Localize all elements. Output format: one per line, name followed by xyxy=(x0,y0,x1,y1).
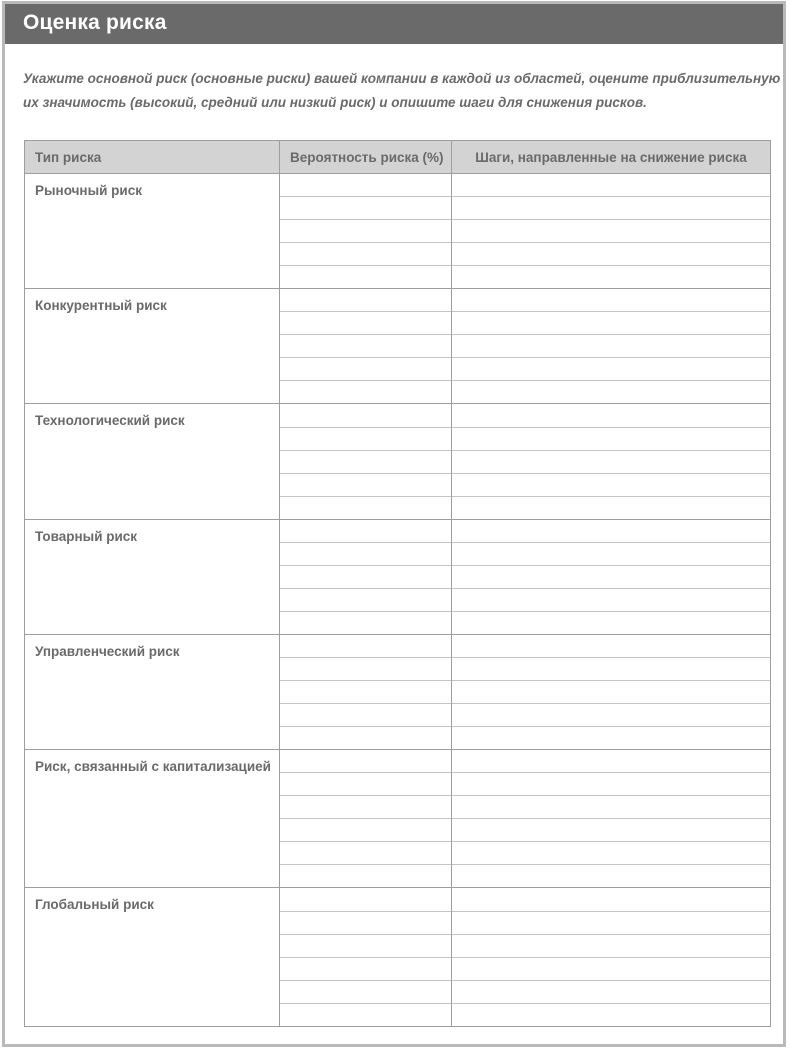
mitigation-steps-entry-line[interactable] xyxy=(452,519,771,542)
probability-entry-line[interactable] xyxy=(280,611,452,634)
probability-entry-line[interactable] xyxy=(280,934,452,957)
mitigation-steps-entry-line[interactable] xyxy=(452,565,771,588)
probability-entry-line[interactable] xyxy=(280,312,452,335)
mitigation-steps-entry-line[interactable] xyxy=(452,588,771,611)
risk-type-label: Глобальный риск xyxy=(25,888,280,1027)
risk-type-label: Конкурентный риск xyxy=(25,289,280,404)
mitigation-steps-entry-line[interactable] xyxy=(452,404,771,427)
table-row xyxy=(25,289,771,312)
mitigation-steps-entry-line[interactable] xyxy=(452,842,771,865)
probability-entry-line[interactable] xyxy=(280,888,452,911)
mitigation-steps-entry-line[interactable] xyxy=(452,381,771,404)
mitigation-steps-entry-line[interactable] xyxy=(452,450,771,473)
probability-entry-line[interactable] xyxy=(280,819,452,842)
mitigation-steps-entry-line[interactable] xyxy=(452,657,771,680)
mitigation-steps-entry-line[interactable] xyxy=(452,750,771,773)
mitigation-steps-entry-line[interactable] xyxy=(452,980,771,1003)
mitigation-steps-entry-line[interactable] xyxy=(452,220,771,243)
mitigation-steps-entry-line[interactable] xyxy=(452,704,771,727)
probability-entry-line[interactable] xyxy=(280,634,452,657)
probability-entry-line[interactable] xyxy=(280,335,452,358)
probability-entry-line[interactable] xyxy=(280,957,452,980)
risk-type-label: Рыночный риск xyxy=(25,174,280,289)
instructions-line-1: Укажите основной риск (основные риски) вашей компании в каждой из областей, оцените приблизительную xyxy=(23,71,781,86)
table-row xyxy=(25,634,771,657)
instructions-line-2: их значимость (высокий, средний или низкий риск) и опишите шаги для снижения рисков. xyxy=(23,95,647,110)
probability-entry-line[interactable] xyxy=(280,542,452,565)
mitigation-steps-entry-line[interactable] xyxy=(452,266,771,289)
probability-entry-line[interactable] xyxy=(280,358,452,381)
probability-entry-line[interactable] xyxy=(280,174,452,197)
probability-entry-line[interactable] xyxy=(280,289,452,312)
table-row xyxy=(25,174,771,197)
probability-entry-line[interactable] xyxy=(280,473,452,496)
mitigation-steps-entry-line[interactable] xyxy=(452,496,771,519)
probability-entry-line[interactable] xyxy=(280,450,452,473)
mitigation-steps-entry-line[interactable] xyxy=(452,289,771,312)
probability-entry-line[interactable] xyxy=(280,381,452,404)
mitigation-steps-entry-line[interactable] xyxy=(452,819,771,842)
probability-entry-line[interactable] xyxy=(280,704,452,727)
mitigation-steps-entry-line[interactable] xyxy=(452,957,771,980)
mitigation-steps-entry-line[interactable] xyxy=(452,243,771,266)
mitigation-steps-entry-line[interactable] xyxy=(452,542,771,565)
table-row xyxy=(25,750,771,773)
probability-entry-line[interactable] xyxy=(280,796,452,819)
probability-entry-line[interactable] xyxy=(280,588,452,611)
mitigation-steps-entry-line[interactable] xyxy=(452,634,771,657)
mitigation-steps-entry-line[interactable] xyxy=(452,197,771,220)
mitigation-steps-entry-line[interactable] xyxy=(452,773,771,796)
mitigation-steps-entry-line[interactable] xyxy=(452,611,771,634)
probability-entry-line[interactable] xyxy=(280,243,452,266)
mitigation-steps-entry-line[interactable] xyxy=(452,911,771,934)
table-header-row xyxy=(25,141,771,174)
page-title: Оценка риска xyxy=(23,11,167,34)
probability-entry-line[interactable] xyxy=(280,727,452,750)
probability-entry-line[interactable] xyxy=(280,657,452,680)
probability-entry-line[interactable] xyxy=(280,980,452,1003)
mitigation-steps-entry-line[interactable] xyxy=(452,473,771,496)
risk-type-label: Технологический риск xyxy=(25,404,280,519)
mitigation-steps-entry-line[interactable] xyxy=(452,358,771,381)
mitigation-steps-entry-line[interactable] xyxy=(452,335,771,358)
probability-entry-line[interactable] xyxy=(280,266,452,289)
column-header-steps: Шаги, направленные на снижение риска xyxy=(452,141,771,174)
probability-entry-line[interactable] xyxy=(280,773,452,796)
mitigation-steps-entry-line[interactable] xyxy=(452,427,771,450)
table-row xyxy=(25,519,771,542)
probability-entry-line[interactable] xyxy=(280,427,452,450)
mitigation-steps-entry-line[interactable] xyxy=(452,312,771,335)
mitigation-steps-entry-line[interactable] xyxy=(452,727,771,750)
risk-type-label: Риск, связанный с капитализацией xyxy=(25,750,280,888)
probability-entry-line[interactable] xyxy=(280,565,452,588)
probability-entry-line[interactable] xyxy=(280,404,452,427)
column-header-risk-type: Тип риска xyxy=(25,141,280,174)
probability-entry-line[interactable] xyxy=(280,496,452,519)
mitigation-steps-entry-line[interactable] xyxy=(452,796,771,819)
probability-entry-line[interactable] xyxy=(280,750,452,773)
probability-entry-line[interactable] xyxy=(280,197,452,220)
column-header-probability: Вероятность риска (%) xyxy=(280,141,452,174)
probability-entry-line[interactable] xyxy=(280,842,452,865)
risk-type-label: Управленческий риск xyxy=(25,634,280,749)
mitigation-steps-entry-line[interactable] xyxy=(452,681,771,704)
probability-entry-line[interactable] xyxy=(280,519,452,542)
probability-entry-line[interactable] xyxy=(280,865,452,888)
probability-entry-line[interactable] xyxy=(280,911,452,934)
mitigation-steps-entry-line[interactable] xyxy=(452,865,771,888)
probability-entry-line[interactable] xyxy=(280,1003,452,1026)
risk-type-label: Товарный риск xyxy=(25,519,280,634)
worksheet-page xyxy=(2,1,786,1047)
risk-assessment-table xyxy=(24,140,771,1027)
table-row xyxy=(25,888,771,911)
mitigation-steps-entry-line[interactable] xyxy=(452,174,771,197)
probability-entry-line[interactable] xyxy=(280,681,452,704)
header-bar xyxy=(5,4,783,44)
probability-entry-line[interactable] xyxy=(280,220,452,243)
table-row xyxy=(25,404,771,427)
instructions xyxy=(23,67,781,115)
mitigation-steps-entry-line[interactable] xyxy=(452,934,771,957)
mitigation-steps-entry-line[interactable] xyxy=(452,1003,771,1026)
mitigation-steps-entry-line[interactable] xyxy=(452,888,771,911)
risk-table-body xyxy=(25,174,771,1027)
